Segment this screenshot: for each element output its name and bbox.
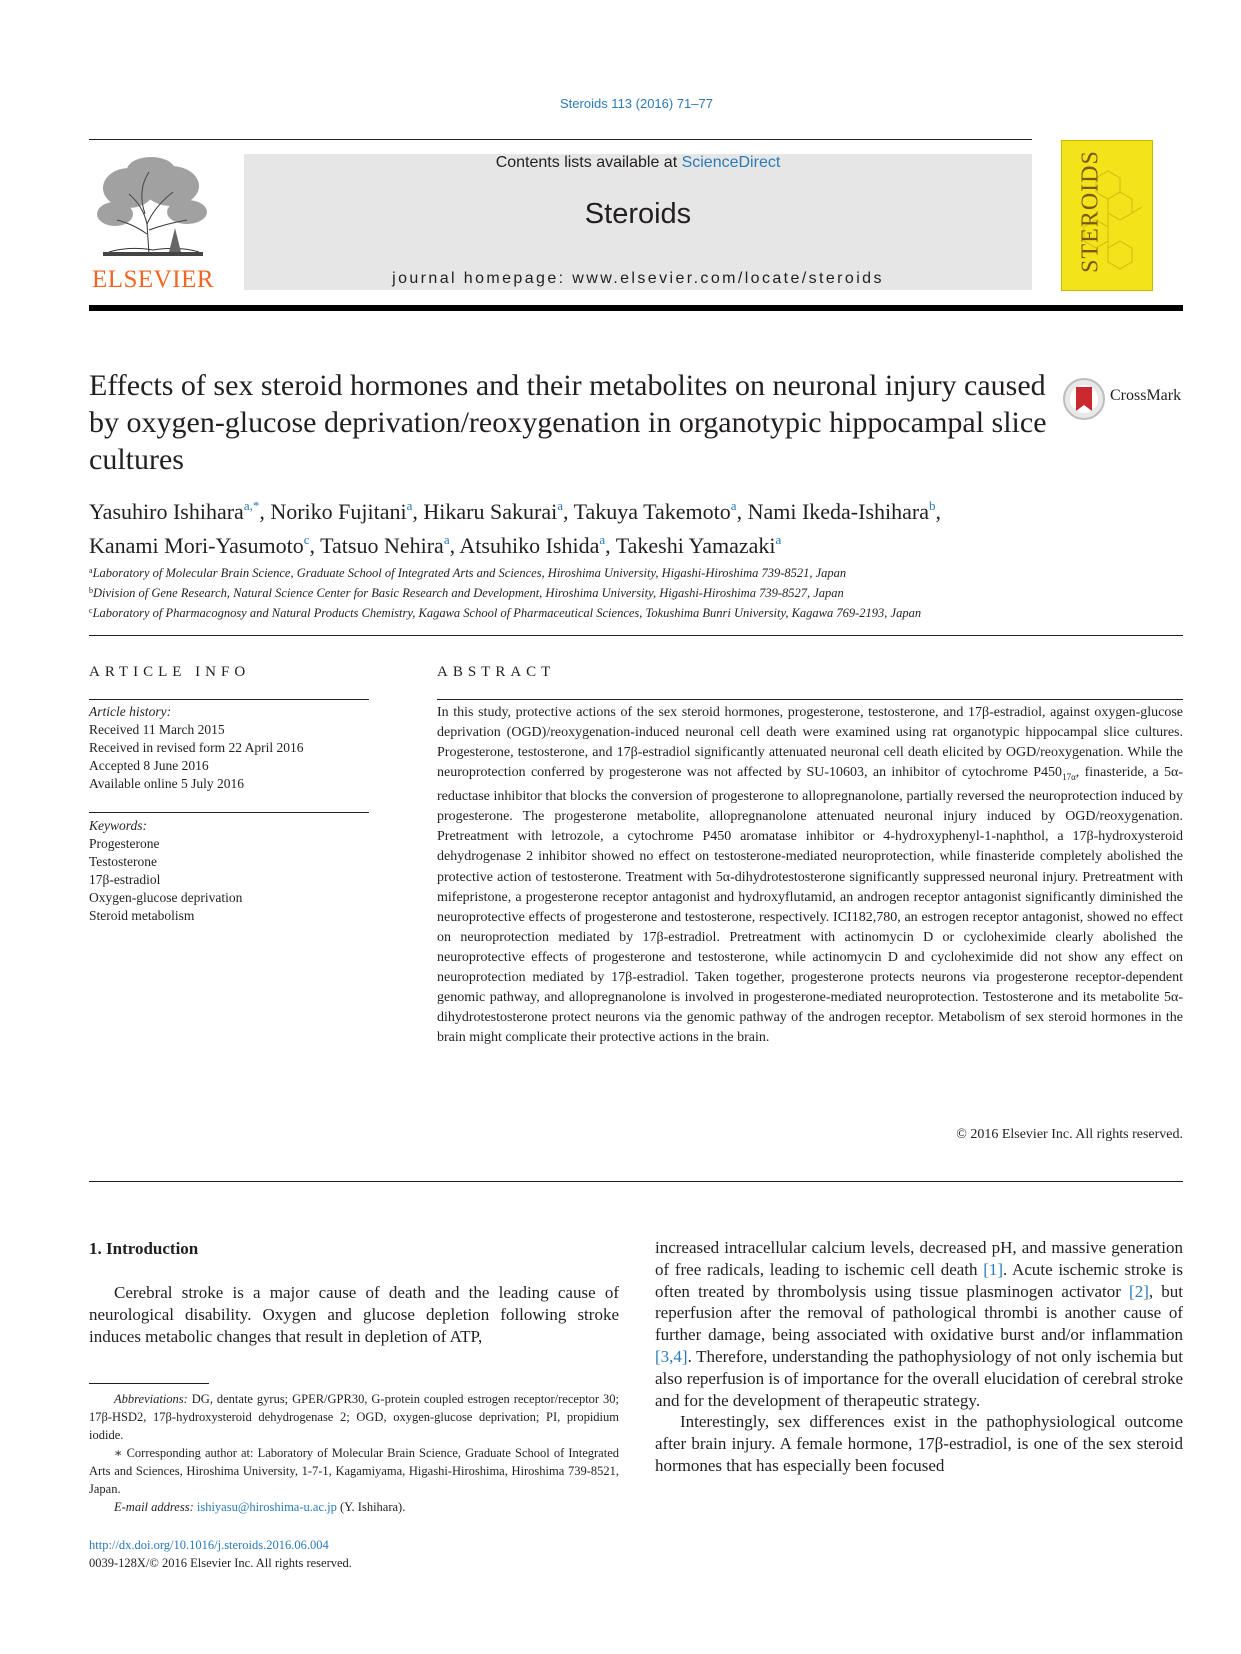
reference-link[interactable]: [3,4] [655,1346,688,1366]
author-name[interactable]: Kanami Mori-Yasumoto [89,533,304,558]
author-name[interactable]: Nami Ikeda-Ishihara [747,499,929,524]
author-affiliation-mark[interactable]: a [775,532,782,547]
doi-link[interactable]: http://dx.doi.org/10.1016/j.steroids.2016.06.004 [89,1538,329,1552]
crossmark-badge[interactable] [1062,377,1210,421]
affiliation-text: Division of Gene Research, Natural Science Center for Basic Research and Development, Hiroshima University, Higashi-Hiroshima 739-8527, Japan [93,586,844,600]
keyword-item: Oxygen-glucose deprivation [89,890,243,905]
abbreviations-label: Abbreviations: [114,1392,188,1406]
keywords-rule [89,812,369,813]
abbreviations-footnote [89,1390,619,1444]
header-rule [89,139,1032,140]
author-separator: , [736,499,748,524]
affiliation-item [89,562,1189,582]
history-item: Accepted 8 June 2016 [89,758,209,773]
author-separator: , [412,499,424,524]
abstract-subscript: 17α [1062,772,1076,783]
article-title: Effects of sex steroid hormones and their metabolites on neuronal injury caused by oxygen-glucose deprivation/reoxygenation in organotypic hippocampal slice cultures [89,369,1047,476]
author-separator: , [309,533,321,558]
author-name[interactable]: Atsuhiko Ishida [459,533,600,558]
keywords-label: Keywords: [89,818,147,833]
history-item: Available online 5 July 2016 [89,776,244,791]
keyword-item: Testosterone [89,854,158,869]
cover-molecule-pattern [1062,141,1153,291]
author-affiliation-mark[interactable]: b [929,498,936,513]
corresponding-author-footnote: ∗ Corresponding author at: Laboratory of Molecular Brain Science, Graduate School of Integrated Arts and Sciences, Hiroshima University, 1-7-1, Kagamiyama, Higashi-Hiroshima, Hiroshima 739-8521, Japan. [89,1446,619,1496]
affiliations-rule [89,635,1183,636]
author-separator: , [449,533,460,558]
abstract-heading: ABSTRACT [437,664,556,680]
author-list [89,492,1189,560]
author-separator: , [562,499,574,524]
journal-homepage[interactable]: journal homepage: www.elsevier.com/locate/steroids [392,270,884,287]
cover-title: STEROIDS [1077,150,1104,273]
author-separator: , [935,499,941,524]
footnote-rule [89,1383,209,1384]
author-affiliation-mark[interactable]: a,* [243,498,260,513]
text-run: , but reperfusion after the removal of pathological thrombi is another cause of further damage, being associated with oxidative burst and/or inflammation [655,1281,1183,1345]
header-thick-rule [89,305,1183,311]
journal-title: Steroids [584,198,692,230]
author-name[interactable]: Takeshi Yamazaki [615,533,776,558]
reference-link[interactable]: [1] [983,1259,1004,1279]
author-affiliation-mark[interactable]: a [443,532,450,547]
history-item: Received 11 March 2015 [89,722,225,737]
keyword-item: Progesterone [89,836,160,851]
reference-link[interactable]: [2] [1129,1281,1149,1301]
affiliation-text: Laboratory of Molecular Brain Science, Graduate School of Integrated Arts and Sciences, Hiroshima University, Higashi-Hiroshima 739-8521, Japan [92,566,847,580]
affiliation-item [89,602,1189,622]
author-separator: , [605,533,616,558]
affiliations [89,562,1189,622]
abstract-end-rule [89,1181,1183,1182]
abstract-rule [437,699,1183,700]
introduction-paragraph [655,1237,1183,1411]
text-run: increased intracellular calcium levels, decreased pH, and massive generation of free radicals, leading to ischemic cell death [655,1238,1183,1279]
crossmark-label: CrossMark [1110,387,1182,404]
history-item: Received in revised form 22 April 2016 [89,740,304,755]
author-affiliation-mark[interactable]: a [730,498,737,513]
history-label: Article history: [89,704,172,719]
author-affiliation-mark[interactable]: a [557,498,563,513]
sciencedirect-link[interactable]: ScienceDirect [681,154,781,171]
abstract-copyright: © 2016 Elsevier Inc. All rights reserved. [956,1127,1183,1142]
author-name[interactable]: Noriko Fujitani [270,499,407,524]
author-name[interactable]: Hikaru Sakurai [423,499,558,524]
crossmark-icon [1062,377,1106,421]
affiliation-mark: b [89,586,93,595]
introduction-paragraph: Interestingly, sex differences exist in the pathophysiological outcome after brain injury. A female hormone, 17β-estradiol, is one of the sex steroid hormones that has especially been focused [655,1412,1183,1475]
keyword-item: Steroid metabolism [89,908,195,923]
affiliation-mark: a [89,566,93,575]
journal-cover-thumbnail[interactable] [1061,140,1153,291]
footnotes [89,1390,619,1516]
author-name[interactable]: Tatsuo Nehira [320,533,444,558]
contents-line [244,154,1032,172]
introduction-paragraph: Cerebral stroke is a major cause of death and the leading cause of neurological disability. Oxygen and glucose depletion following stroke induces metabolic changes that result in depletion of ATP, [89,1283,619,1346]
article-history [89,703,379,793]
affiliation-text: Laboratory of Pharmacognosy and Natural Products Chemistry, Kagawa School of Pharmaceutical Sciences, Tokushima Bunri University, Kagawa 769-2193, Japan [92,606,922,620]
author-name[interactable]: Takuya Takemoto [573,499,731,524]
journal-citation[interactable]: Steroids 113 (2016) 71–77 [560,96,713,111]
text-run: . Therefore, understanding the pathophysiology of not only ischemia but also reperfusion is of importance for the overall elucidation of cerebral stroke and for the development of therapeutic strategy. [655,1346,1183,1410]
affiliation-item [89,582,1189,602]
author-affiliation-mark[interactable]: a [599,532,606,547]
contents-prefix: Contents lists available at [495,154,682,171]
email-link[interactable]: ishiyasu@hiroshima-u.ac.jp [196,1500,337,1514]
abstract-text [437,703,1183,1048]
email-footnote [89,1498,619,1516]
article-info-rule [89,699,369,700]
email-label: E-mail address: [114,1500,194,1514]
introduction-right-column [655,1237,1183,1477]
abstract-part: In this study, protective actions of the sex steroid hormones, progesterone, testosterone, and 17β-estradiol, against oxygen-glucose deprivation (OGD)/reoxygenation-induced neuronal cell death were examined using rat organotypic hippocampal slice cultures. Progesterone, testosterone, and 17β-estradiol significantly attenuated neuronal cell death elicited by OGD/reoxygenation. While the neuroprotection conferred by progesterone was not affected by SU-10603, an inhibitor of cytochrome P450 [437,705,1183,781]
article-info-heading: ARTICLE INFO [89,664,251,680]
keyword-item: 17β-estradiol [89,872,161,887]
affiliation-mark: c [89,606,93,615]
abbreviations-text: DG, dentate gyrus; GPER/GPR30, G-protein coupled estrogen receptor/receptor 30; 17β-HSD2, 17β-hydroxysteroid dehydrogenase 2; OGD, oxygen-glucose deprivation; PI, propidium iodide. [89,1392,619,1442]
author-affiliation-mark[interactable]: c [303,532,310,547]
author-separator: , [259,499,271,524]
text-run: . Acute ischemic stroke is often treated by thrombolysis using tissue plasminogen activator [655,1259,1184,1301]
author-name[interactable]: Yasuhiro Ishihara [89,499,244,524]
elsevier-wordmark: ELSEVIER [91,266,215,293]
keywords [89,817,379,925]
introduction-heading: 1. Introduction [89,1239,199,1258]
issn-copyright: 0039-128X/© 2016 Elsevier Inc. All rights reserved. [89,1556,352,1570]
email-suffix: (Y. Ishihara). [336,1500,406,1514]
author-affiliation-mark[interactable]: a [406,498,413,513]
abstract-part: , finasteride, a 5α-reductase inhibitor that blocks the conversion of progesterone to allopregnanolone, partially reversed the neuroprotection induced by progesterone. The progesterone metabolite, allopregnanolone attenuated neuronal injury induced by OGD/reoxygenation. Pretreatment with letrozole, a cytochrome P450 aromatase inhibitor or 4-hydroxyphenyl-1-naphthol, a 17β-hydroxysteroid dehydrogenase 2 inhibitor showed no effect on testosterone-mediated neuroprotection, while finasteride completely abolished the protective action of testosterone. Treatment with 5α-dihydrotestosterone significantly suppressed neuronal injury. Pretreatment with mifepristone, a progesterone receptor antagonist and hydroxyflutamid, an androgen receptor antagonist significantly diminished the neuroprotective effects of progesterone and testosterone, respectively. ICI182,780, an estrogen receptor antagonist, showed no effect on neuroprotection mediated by 17β-estradiol. Pretreatment with actinomycin D or cycloheximide clearly abolished the neuroprotective effects of progesterone and testosterone, while actinomycin D and cycloheximide did not show any effect on neuroprotection mediated by 17β-estradiol. Taken together, progesterone protects neurons via progesterone receptor-dependent genomic pathway, and allopregnanolone is involved in progesterone-mediated neuroprotection. Testosterone and its metabolite 5α-dihydrotestosterone protect neurons via the genomic pathway of the androgen receptor. Metabolism of sex steroid hormones in the brain might complicate their protective actions in the brain. [437,765,1183,1046]
journal-banner [244,154,1032,290]
